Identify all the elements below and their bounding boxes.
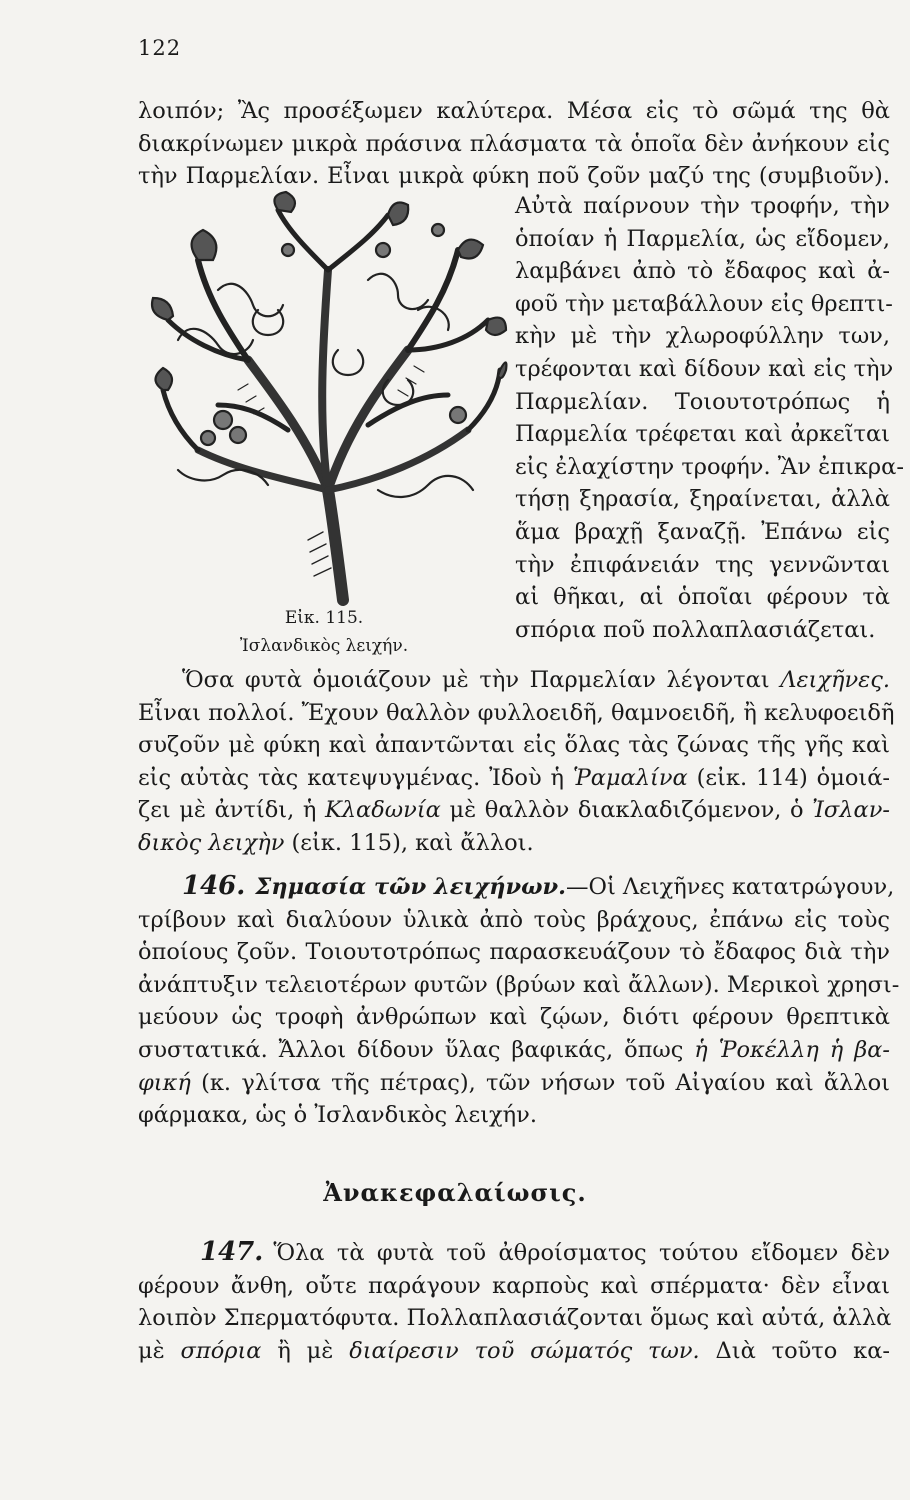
text-line: αἱ θῆκαι, αἱ ὁποῖαι φέρουν τὰ <box>515 584 890 611</box>
figure-caption <box>138 604 510 660</box>
lichen-icon <box>138 190 510 610</box>
figure-label: Εἰκ. 115. <box>284 608 364 628</box>
text-line: φάρμακα, ὡς ὁ Ἰσλανδικὸς λειχήν. <box>138 1102 537 1129</box>
text-line: λοιπὸν Σπερματόφυτα. Πολλαπλασιάζονται ὅμως καὶ αὐτά, ἀλλὰ <box>138 1305 892 1332</box>
section-147 <box>138 1236 890 1367</box>
text-line: εἰς αὐτὰς τὰς κατεψυγμένας. Ἰδοὺ ἡ Ῥαμαλίνα (εἰκ. 114) ὁμοιά- <box>138 764 890 791</box>
text-line: ἅμα βραχῇ ξαναζῇ. Ἐπάνω εἰς <box>515 518 890 545</box>
text-line: ζει μὲ ἀντίδι, ἡ Κλαδωνία μὲ θαλλὸν διακλαδιζόμενον, ὁ Ἰσλαν- <box>138 797 890 824</box>
text-line: διακρίνωμεν μικρὰ πράσινα πλάσματα τὰ ὁποῖα δὲν ἀνήκουν εἰς <box>138 130 890 157</box>
text-line: συζοῦν μὲ φύκη καὶ ἀπαντῶνται εἰς ὅλας τὰς ζώνας τῆς γῆς καὶ <box>138 732 890 759</box>
text-line: σπόρια ποῦ πολλαπλασιάζεται. <box>515 616 876 643</box>
section-number: 146. <box>182 871 246 901</box>
lichen-illustration <box>138 190 510 660</box>
text-line: Ὅσα φυτὰ ὁμοιάζουν μὲ τὴν Παρμελίαν λέγονται Λειχῆνες. <box>182 667 890 693</box>
section-146 <box>138 870 900 1132</box>
text-line: λαμβάνει ἀπὸ τὸ ἔδαφος καὶ ἀ- <box>515 258 890 285</box>
text-line: εἰς ἐλαχίστην τροφήν. Ἂν ἐπικρα- <box>515 453 904 480</box>
text-line: κὴν μὲ τὴν χλωροφύλλην των, <box>515 323 890 350</box>
text-line: τὴν Παρμελίαν. Εἶναι μικρὰ φύκη ποῦ ζοῦν μαζύ της (συμβιοῦν). <box>138 163 890 190</box>
text-line: δικὸς λειχὴν (εἰκ. 115), καὶ ἄλλοι. <box>138 829 534 856</box>
figure-caption-text: Ἰσλανδικὸς λειχήν. <box>239 636 409 656</box>
text-line: τὴν ἐπιφάνειάν της γεννῶνται <box>515 551 890 578</box>
section-title: Σημασία τῶν λειχήνων. <box>255 874 566 900</box>
lichens-paragraph <box>138 664 895 860</box>
text-line: Εἶναι πολλοί. Ἔχουν θαλλὸν φυλλοειδῆ, θαμνοειδῆ, ἢ κελυφοειδῆ <box>138 699 895 726</box>
text-line: ὁποίους ζοῦν. Τοιουτοτρόπως παρασκευάζουν τὸ ἔδαφος διὰ τὴν <box>138 939 890 966</box>
page-number: 122 <box>138 36 182 60</box>
text-line: ἀνάπτυξιν τελειοτέρων φυτῶν (βρύων καὶ ἄλλων). Μερικοὶ χρησι- <box>138 971 900 998</box>
text-line: φική (κ. γλίτσα τῆς πέτρας), τῶν νήσων τοῦ Αἰγαίου καὶ ἄλλοι <box>138 1069 890 1096</box>
intro-paragraph <box>138 95 890 193</box>
text-line: λοιπόν; Ἂς προσέξωμεν καλύτερα. Μέσα εἰς τὸ σῶμά της θὰ <box>138 98 890 124</box>
text-line: τρίβουν καὶ διαλύουν ὑλικὰ ἀπὸ τοὺς βράχους, ἐπάνω εἰς τοὺς <box>138 906 890 933</box>
text-line: 146. Σημασία τῶν λειχήνων.—Οἱ Λειχῆνες κατατρώγουν, <box>182 871 895 901</box>
text-line: Αὐτὰ παίρνουν τὴν τροφήν, τὴν <box>515 193 890 219</box>
text-line: μὲ σπόρια ἢ μὲ διαίρεσιν τοῦ σώματός των. Διὰ τοῦτο κα- <box>138 1337 890 1364</box>
text-line: Παρμελία τρέφεται καὶ ἀρκεῖται <box>515 421 890 448</box>
text-line: τρέφονται καὶ δίδουν καὶ εἰς τὴν <box>515 355 894 382</box>
text-line: τήσῃ ξηρασία, ξηραίνεται, ἀλλὰ <box>515 486 890 513</box>
text-line: φοῦ τὴν μεταβάλλουν εἰς θρεπτι- <box>515 290 893 317</box>
text-line: Παρμελίαν. Τοιουτοτρόπως ἡ <box>515 388 890 415</box>
text-line: μεύουν ὡς τροφὴ ἀνθρώπων καὶ ζῴων, διότι φέρουν θρεπτικὰ <box>138 1004 890 1031</box>
text-line: ὁποίαν ἡ Παρμελία, ὡς εἴδομεν, <box>515 225 890 252</box>
text-line: φέρουν ἄνθη, οὔτε παράγουν καρποὺς καὶ σπέρματα· δὲν εἶναι <box>138 1272 890 1299</box>
summary-heading: Ἀνακεφαλαίωσις. <box>323 1178 587 1207</box>
text-line: 147. Ὅλα τὰ φυτὰ τοῦ ἀθροίσματος τούτου εἴδομεν δὲν <box>200 1237 890 1267</box>
section-number: 147. <box>200 1237 264 1267</box>
text-line: συστατικά. Ἄλλοι δίδουν ὕλας βαφικάς, ὅπως ἡ Ῥοκέλλη ἡ βα- <box>138 1036 890 1063</box>
side-paragraph <box>515 190 904 646</box>
